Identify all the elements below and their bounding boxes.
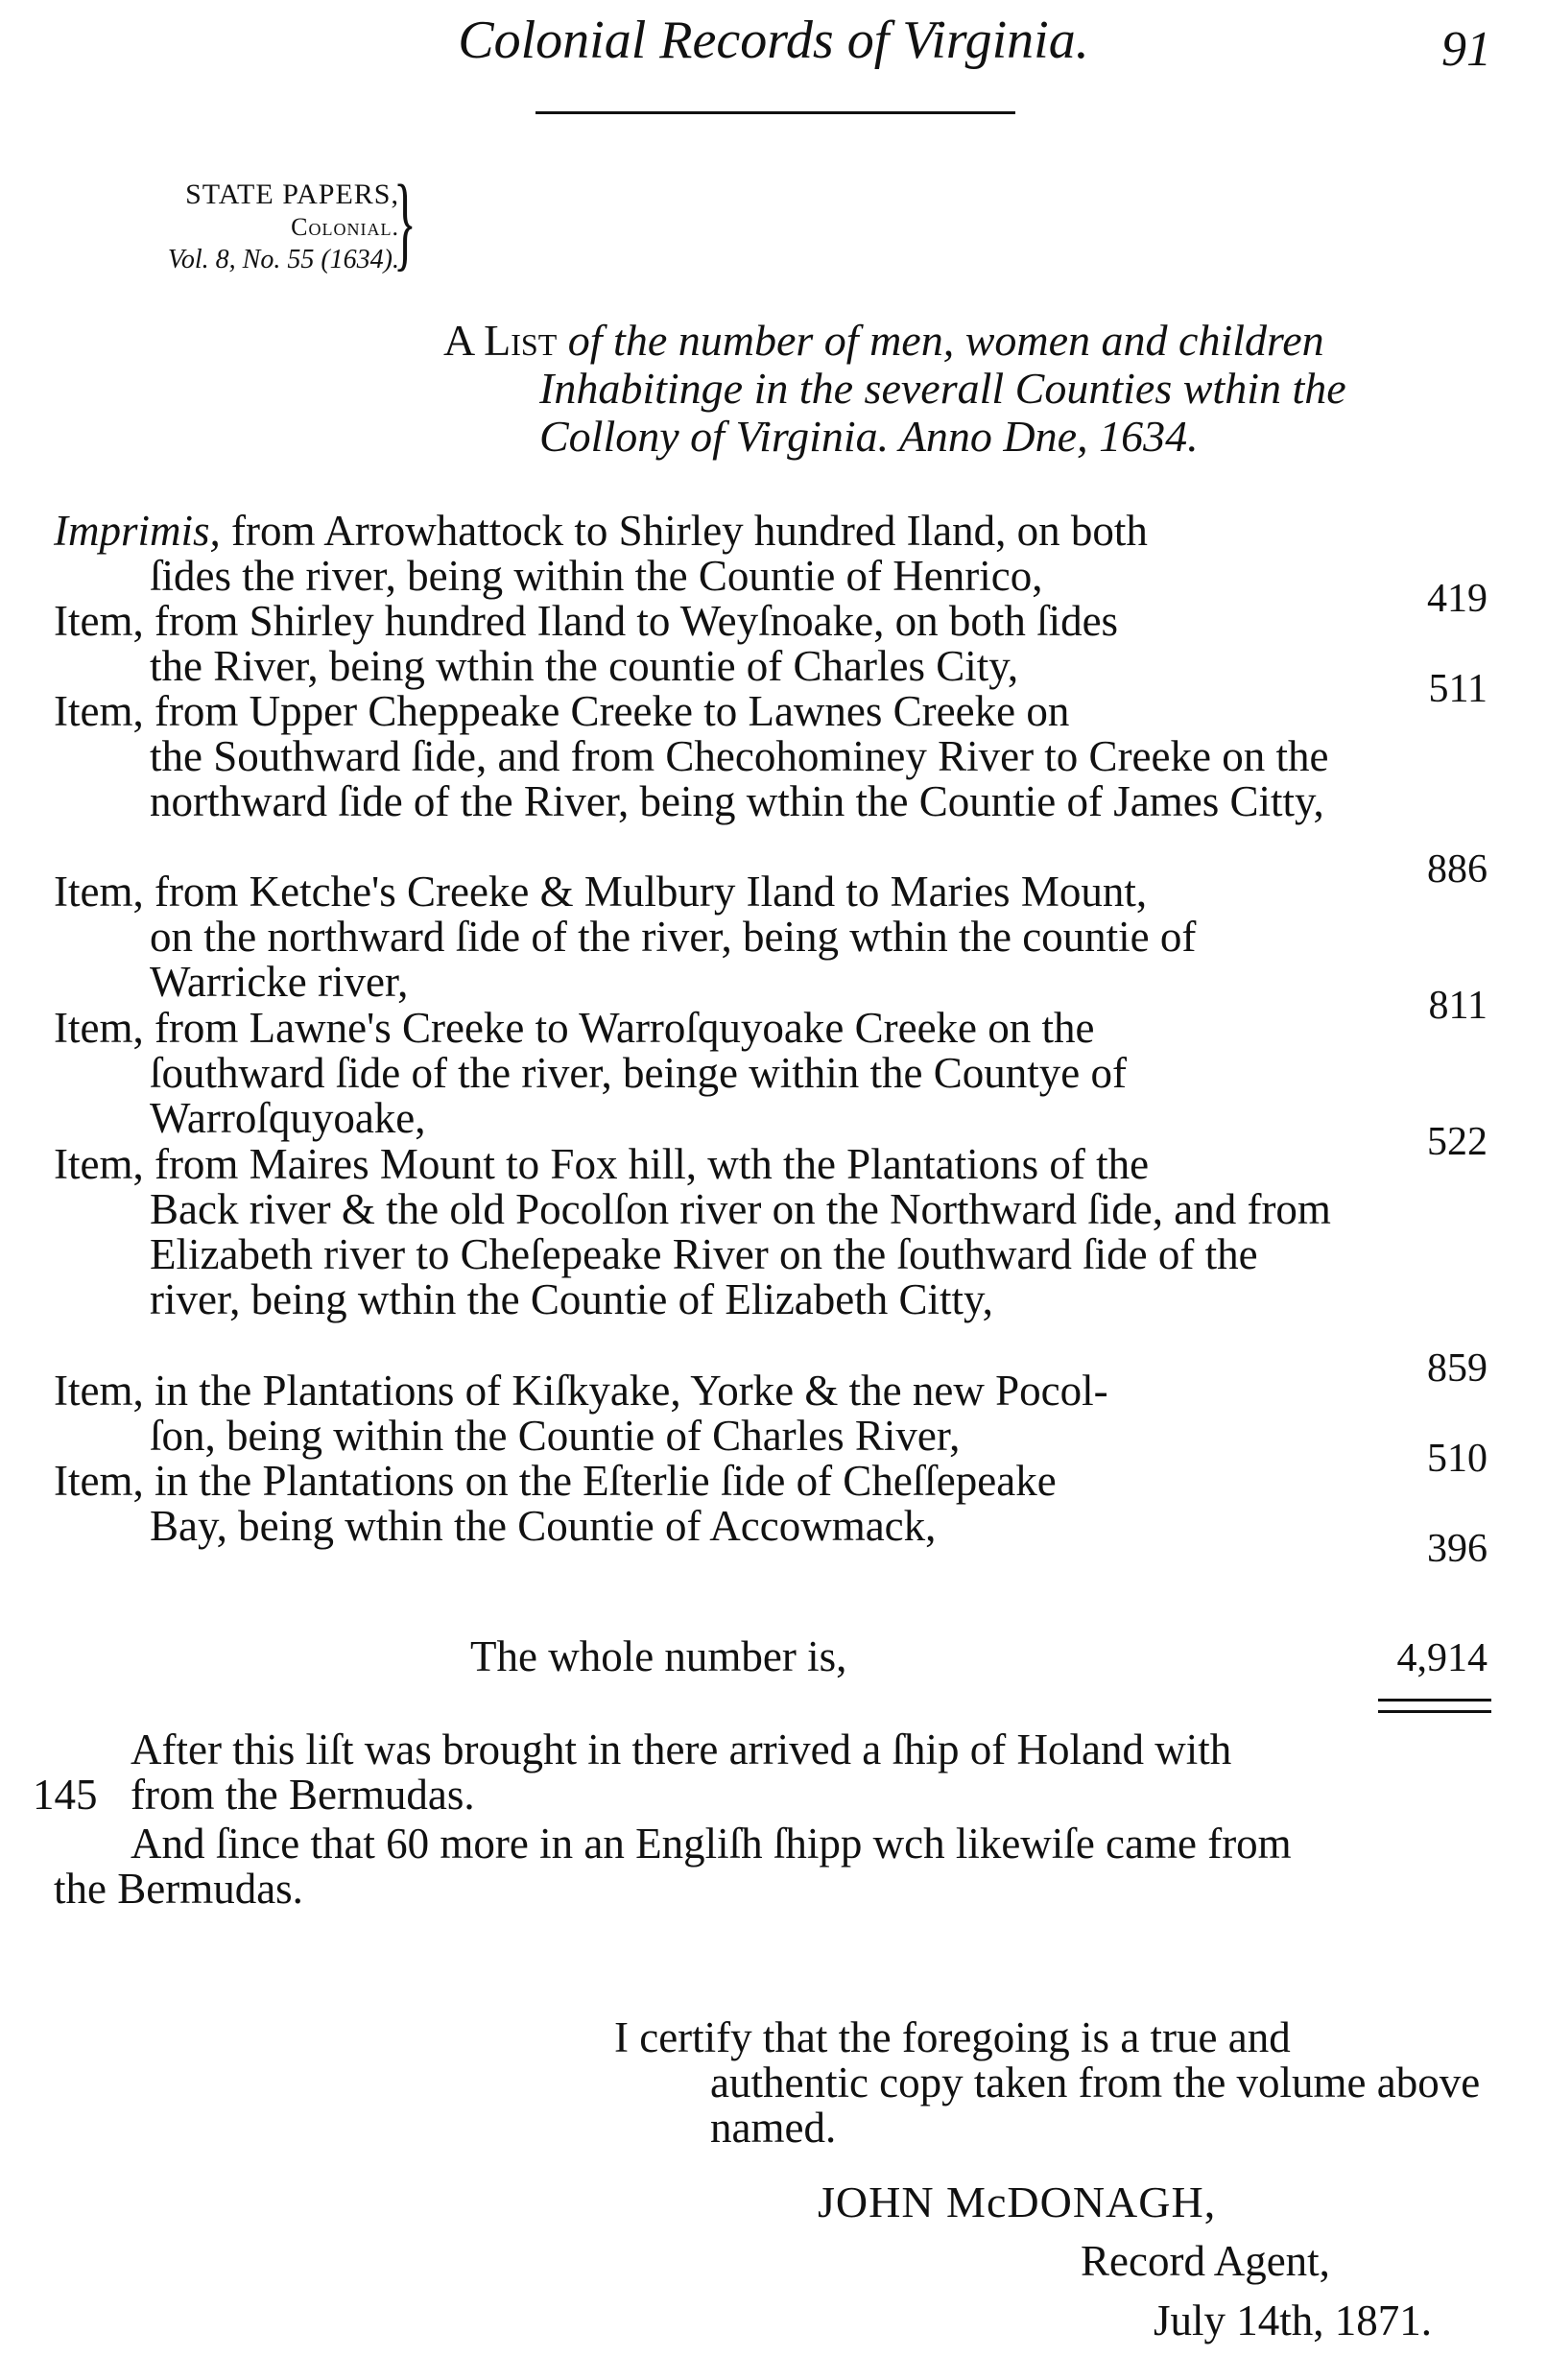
- item-rest: ſon, being within the Countie of Charles River,: [150, 1412, 961, 1460]
- source-reference: [54, 178, 399, 276]
- item-rest: the River, being wthin the countie of Charles City,: [150, 642, 1019, 690]
- item-line-1: Item, in the Plantations on the Eſterlie ſide of Cheſſepeake: [54, 1457, 1057, 1505]
- list-item: [54, 599, 1340, 689]
- item-lead: Imprimis,: [54, 507, 221, 555]
- item-count: 419: [1427, 577, 1488, 621]
- source-line-2: Colonial.: [291, 213, 399, 241]
- item-rest: ſides the river, being within the Countie of Henrico,: [150, 552, 1043, 600]
- note-2-line-2: the Bermudas.: [54, 1865, 303, 1913]
- source-line-3: Vol. 8, No. 55 (1634).: [167, 245, 399, 274]
- list-item: [54, 869, 1340, 1005]
- list-item: [54, 509, 1340, 599]
- list-item: [54, 1368, 1340, 1459]
- right-brace-icon: }: [393, 163, 416, 280]
- item-line-1: Item, from Ketche's Creeke & Mulbury Iland to Maries Mount,: [54, 868, 1148, 916]
- item-rest: on the northward ſide of the river, being wthin the countie of Warricke river,: [150, 913, 1197, 1006]
- item-count: 886: [1427, 847, 1488, 892]
- item-rest: Bay, being wthin the Countie of Accowmack,: [150, 1502, 937, 1550]
- item-count: 511: [1428, 667, 1488, 711]
- item-rest: ſouthward ſide of the river, beinge within the Countye of Warroſquyoake,: [150, 1049, 1127, 1142]
- note-2-line-1: And ſince that 60 more in an Engliſh ſhipp wch likewiſe came from: [131, 1820, 1292, 1868]
- note-1-line-1: After this liſt was brought in there arrived a ſhip of Holand with: [131, 1726, 1232, 1773]
- total-value: 4,914: [1396, 1636, 1488, 1680]
- source-line-1: STATE PAPERS,: [185, 178, 399, 210]
- item-count: 396: [1427, 1527, 1488, 1571]
- certificate: [614, 2015, 1497, 2151]
- list-title: [443, 317, 1499, 461]
- header-rule: [536, 111, 1015, 114]
- total-underline: [1378, 1699, 1491, 1702]
- item-line-1: Item, from Upper Cheppeake Creeke to Lawnes Creeke on: [54, 687, 1070, 735]
- running-title: Colonial Records of Virginia.: [458, 11, 1089, 70]
- item-count: 522: [1427, 1120, 1488, 1164]
- total-underline: [1378, 1710, 1491, 1713]
- item-line-1: Item, from Lawne's Creeke to Warroſquyoake Creeke on the: [54, 1004, 1095, 1052]
- item-count: 811: [1428, 984, 1488, 1028]
- list-item: [54, 689, 1340, 824]
- list-item: [54, 1006, 1340, 1141]
- certificate-line-1: I certify that the foregoing is a true and: [614, 2013, 1291, 2061]
- signatory-name: JOHN McDONAGH,: [818, 2178, 1217, 2226]
- list-item: [54, 1459, 1340, 1549]
- item-line-1: Item, in the Plantations of Kiſkyake, Yorke & the new Pocol-: [54, 1367, 1108, 1415]
- list-title-lead: A List: [443, 316, 558, 365]
- item-line-1: Item, from Shirley hundred Iland to Weyſnoake, on both ſides: [54, 597, 1119, 645]
- list-title-line-2: Inhabitinge in the severall Counties wthin the: [539, 364, 1346, 413]
- note-1-margin-number: 145: [33, 1771, 98, 1819]
- certificate-date: July 14th, 1871.: [1154, 2297, 1433, 2344]
- signatory-title: Record Agent,: [1081, 2237, 1330, 2285]
- item-line-1: Item, from Maires Mount to Fox hill, wth the Plantations of the: [54, 1140, 1150, 1188]
- item-count: 510: [1427, 1437, 1488, 1481]
- note-1-line-2: from the Bermudas.: [131, 1771, 475, 1819]
- list-title-line-3: Collony of Virginia. Anno Dne, 1634.: [539, 412, 1199, 461]
- total-label: The whole number is,: [470, 1632, 847, 1680]
- list-item: [54, 1142, 1340, 1322]
- list-title-rest: of the number of men, women and children: [567, 316, 1324, 365]
- certificate-rest: authentic copy taken from the volume above named.: [710, 2059, 1481, 2152]
- item-count: 859: [1427, 1346, 1488, 1391]
- item-rest: Back river & the old Pocolſon river on the Northward ſide, and from Elizabeth river to Cheſepeake River on the ſouthward ſide of the river, being wthin the Countie of Elizabeth Citty,: [150, 1185, 1331, 1323]
- page-number: 91: [1441, 22, 1491, 77]
- item-rest: the Southward ſide, and from Checohominey River to Creeke on the northward ſide of the River, being wthin the Countie of James Citty,: [150, 732, 1329, 825]
- item-line-1: from Arrowhattock to Shirley hundred Iland, on both: [220, 507, 1148, 555]
